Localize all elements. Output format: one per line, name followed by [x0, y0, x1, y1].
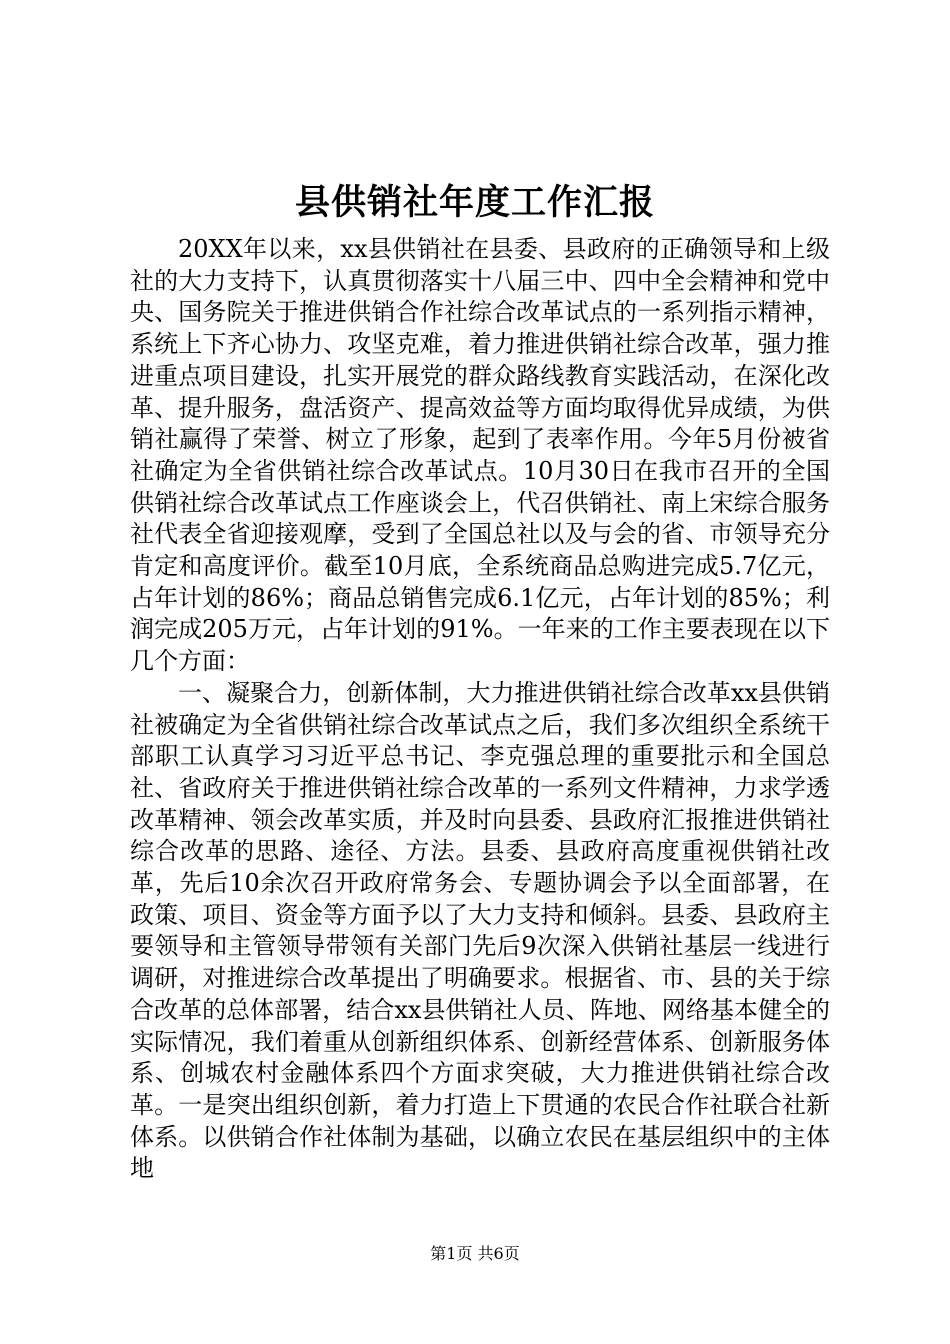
page-footer: 第1页 共6页 — [430, 1244, 520, 1263]
body-paragraph-section-one: 一、凝聚合力，创新体制，大力推进供销社综合改革xx县供销社被确定为全省供销社综合改革试点之后，我们多次组织全系统干部职工认真学习习近平总书记、李克强总理的重要批示和全国总社、省政府关于推进供销社综合改革的一系列文件精神，力求学透改革精神、领会改革实质，并及时向县委、县政府汇报推进供销社综合改革的思路、途径、方法。县委、县政府高度重视供销社改革，先后10余次召开政府常务会、专题协调会予以全面部署，在政策、项目、资金等方面予以了大力支持和倾斜。县委、县政府主要领导和主管领导带领有关部门先后9次深入供销社基层一线进行调研，对推进综合改革提出了明确要求。根据省、市、县的关于综合改革的总体部署，结合xx县供销社人员、阵地、网络基本健全的实际情况，我们着重从创新组织体系、创新经营体系、创新服务体系、创城农村金融体系四个方面求突破，大力推进供销社综合改革。一是突出组织创新，着力打造上下贯通的农民合作社联合社新体系。以供销合作社体制为基础，以确立农民在基层组织中的主体地 — [130, 678, 830, 1183]
document-body — [130, 234, 830, 1185]
document-title: 县供销社年度工作汇报 — [294, 182, 655, 223]
body-paragraph-intro: 20XX年以来，xx县供销社在县委、县政府的正确领导和上级社的大力支持下，认真贯彻落实十八届三中、四中全会精神和党中央、国务院关于推进供销合作社综合改革试点的一系列指示精神，系统上下齐心协力、攻坚克难，着力推进供销社综合改革，强力推进重点项目建设，扎实开展党的群众路线教育实践活动，在深化改革、提升服务，盘活资产、提高效益等方面均取得优异成绩，为供销社赢得了荣誉、树立了形象，起到了表率作用。今年5月份被省社确定为全省供销社综合改革试点。10月30日在我市召开的全国供销社综合改革试点工作座谈会上，代召供销社、南上宋综合服务社代表全省迎接观摩，受到了全国总社以及与会的省、市领导充分肯定和高度评价。截至10月底，全系统商品总购进完成5.7亿元，占年计划的86%；商品总销售完成6.1亿元，占年计划的85%；利润完成205万元，占年计划的91%。一年来的工作主要表现在以下几个方面： — [130, 235, 830, 676]
